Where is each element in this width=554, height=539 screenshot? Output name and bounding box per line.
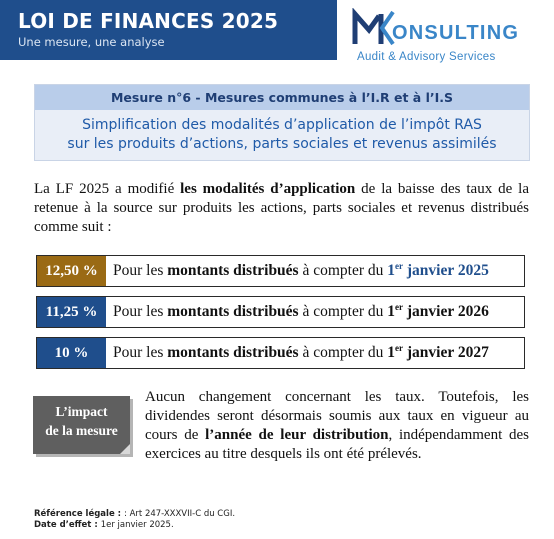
rate-middle: à compter du [298, 262, 388, 279]
intro-text-2: de la baisse des taux de la retenue à la source sur produits les actions, parts sociales et revenus distribués comme suit : [34, 181, 529, 235]
logo-wordmark: ONSULTING [392, 22, 520, 44]
impact-label-line-1: L’impact [55, 404, 108, 419]
rate-description [113, 297, 489, 327]
effective-date-label: Date d’effet : [34, 520, 101, 530]
measure-description [35, 116, 529, 154]
intro-bold: les modalités d’application [180, 181, 356, 197]
intro-text-1: La LF 2025 a modifié [34, 181, 181, 197]
impact-text-1: Aucun changement concernant les taux. Toutefois, les dividendes seront désormais soumis aux taux en vigueur au cours de [145, 389, 529, 443]
impact-label-line-2: de la mesure [45, 423, 118, 438]
rate-percent-badge: 10 % [37, 338, 106, 368]
rate-percent-badge: 11,25 % [37, 297, 106, 327]
impact-label-box [33, 396, 130, 454]
mk-logo-mark-icon [351, 8, 395, 48]
legal-reference [34, 509, 235, 531]
rate-row-2027 [36, 337, 525, 369]
header-band [0, 0, 337, 60]
intro-paragraph [34, 180, 529, 237]
rate-date: 1er janvier 2026 [387, 301, 489, 320]
logo-tagline: Audit & Advisory Services [357, 51, 496, 63]
reference-value: : Art 247-XXXVII-C du CGI. [124, 509, 236, 519]
reference-label: Référence légale : [34, 509, 125, 519]
rate-middle: à compter du [298, 303, 388, 320]
measure-box [34, 84, 530, 161]
effective-date-value: 1er janvier 2025. [100, 520, 174, 530]
header-subtitle: Une mesure, une analyse [18, 35, 165, 49]
impact-bold: l’année de leur distribution [205, 427, 389, 443]
measure-description-line-2: sur les produits d’actions, parts sociales et revenus assimilés [67, 136, 497, 152]
rate-bold: montants distribués [167, 262, 299, 279]
impact-description [145, 388, 529, 464]
folded-corner-icon [120, 444, 130, 454]
rate-date: 1er janvier 2027 [387, 342, 489, 361]
measure-title: Mesure n°6 - Mesures communes à l’I.R et à l’I.S [35, 85, 529, 110]
reference-line [34, 509, 235, 520]
rate-prefix: Pour les [113, 303, 168, 320]
impact-label [33, 402, 130, 440]
rate-middle: à compter du [298, 344, 388, 361]
company-logo [337, 0, 554, 74]
rate-row-2026 [36, 296, 525, 328]
rate-prefix: Pour les [113, 262, 168, 279]
rate-bold: montants distribués [167, 344, 299, 361]
impact-text-2: , indépendamment des exercices au titre desquels ils ont été prélevés. [145, 427, 529, 462]
rate-percent-badge: 12,50 % [37, 256, 106, 286]
rate-date: 1er janvier 2025 [387, 260, 489, 279]
header-title: LOI DE FINANCES 2025 [18, 9, 279, 33]
rate-row-2025 [36, 255, 525, 287]
rate-description [113, 256, 489, 286]
rate-description [113, 338, 489, 368]
effective-date-line [34, 520, 235, 531]
rate-bold: montants distribués [167, 303, 299, 320]
rate-prefix: Pour les [113, 344, 168, 361]
measure-description-line-1: Simplification des modalités d’application de l’impôt RAS [82, 117, 482, 133]
